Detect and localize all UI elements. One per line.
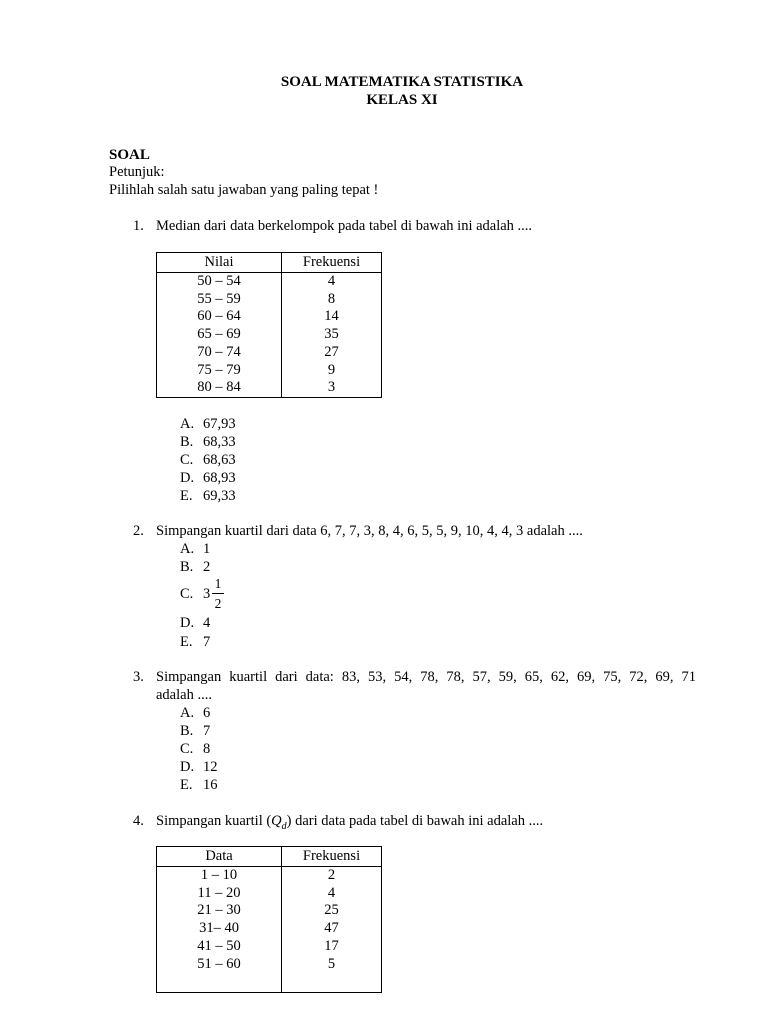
option-letter: E. [180,777,193,793]
option-letter: B. [180,559,194,575]
column-header: Frekuensi [282,253,382,273]
table-cell [157,973,282,992]
table-cell: 11 – 20 [157,885,282,903]
table-cell: 27 [282,344,382,362]
option-letter: C. [180,586,194,602]
table-header-row [157,847,382,867]
option-text: 8 [203,741,211,757]
table-row [157,867,382,885]
table-cell [282,973,382,992]
table-cell: 5 [282,956,382,974]
option-text: 67,93 [203,416,236,432]
table-cell: 4 [282,273,382,291]
table-row [157,956,382,974]
column-header: Data [157,847,282,867]
question-number: 3. [133,669,144,685]
option-letter: A. [180,416,195,432]
table-cell: 1 – 10 [157,867,282,885]
table-cell: 65 – 69 [157,326,282,344]
question-text: Simpangan kuartil dari data: 83, 53, 54, 78, 78, 57, 59, 65, 62, 69, 75, 72, 69, 71 [156,669,696,685]
option-letter: E. [180,488,193,504]
table-cell: 80 – 84 [157,379,282,397]
table-cell: 55 – 59 [157,291,282,309]
table-cell: 60 – 64 [157,308,282,326]
table-cell: 75 – 79 [157,362,282,380]
option-text: 69,33 [203,488,236,504]
option-text: 12 [203,759,218,775]
option-letter: D. [180,759,195,775]
quartile-symbol: Q [271,813,282,829]
question-text-before: Simpangan kuartil ( [156,813,272,829]
question-number: 1. [133,218,144,234]
column-header: Frekuensi [282,847,382,867]
fraction-bar [212,593,224,594]
column-header: Nilai [157,253,282,273]
table-row [157,902,382,920]
document-subtitle: KELAS XI [366,92,438,108]
instructions-label: Petunjuk: [109,164,165,180]
table-cell: 31– 40 [157,920,282,938]
table-cell: 2 [282,867,382,885]
table-cell: 9 [282,362,382,380]
option-letter: C. [180,452,194,468]
question-text: Median dari data berkelompok pada tabel di bawah ini adalah .... [156,218,533,234]
section-heading: SOAL [109,147,150,163]
table-row [157,326,382,344]
table-cell: 4 [282,885,382,903]
table-cell: 41 – 50 [157,938,282,956]
table-cell: 3 [282,379,382,397]
option-text: 7 [203,723,211,739]
table-cell: 51 – 60 [157,956,282,974]
frequency-table [156,846,382,993]
table-row [157,920,382,938]
instructions-text: Pilihlah salah satu jawaban yang paling tepat ! [109,182,379,198]
table-row [157,344,382,362]
question-text: Simpangan kuartil dari data 6, 7, 7, 3, 8, 4, 6, 5, 5, 9, 10, 4, 4, 3 adalah .... [156,523,583,539]
question-text-after: ) dari data pada tabel di bawah ini adalah .... [286,813,544,829]
table-row [157,308,382,326]
table-cell: 8 [282,291,382,309]
option-letter: C. [180,741,194,757]
option-letter: D. [180,470,195,486]
table-row [157,885,382,903]
option-text: 4 [203,615,211,631]
fraction-denominator: 2 [214,596,222,611]
table-cell: 17 [282,938,382,956]
table-cell: 21 – 30 [157,902,282,920]
table-row [157,362,382,380]
table-row [157,291,382,309]
table-row-empty [157,973,382,992]
table-cell: 35 [282,326,382,344]
quartile-subscript: d [281,820,287,832]
table-row [157,273,382,291]
option-text: 1 [203,541,211,557]
option-text: 6 [203,705,211,721]
option-text: 2 [203,559,211,575]
option-text: 7 [203,634,211,650]
option-text: 16 [203,777,218,793]
option-letter: A. [180,705,195,721]
question-number: 2. [133,523,144,539]
fraction-whole: 3 [203,586,211,602]
option-letter: D. [180,615,195,631]
option-letter: B. [180,434,194,450]
frequency-table [156,252,382,398]
question-text-continued: adalah .... [156,687,212,703]
option-letter: A. [180,541,195,557]
table-header-row [157,253,382,273]
table-cell: 50 – 54 [157,273,282,291]
table-row [157,379,382,397]
option-text: 68,63 [203,452,236,468]
table-cell: 14 [282,308,382,326]
option-text: 68,93 [203,470,236,486]
option-letter: B. [180,723,194,739]
fraction-numerator: 1 [214,576,222,591]
table-row [157,938,382,956]
table-cell: 70 – 74 [157,344,282,362]
table-cell: 25 [282,902,382,920]
document-title: SOAL MATEMATIKA STATISTIKA [280,74,524,90]
question-text [156,812,543,836]
option-text: 68,33 [203,434,236,450]
question-number: 4. [133,813,144,829]
option-letter: E. [180,634,193,650]
table-cell: 47 [282,920,382,938]
